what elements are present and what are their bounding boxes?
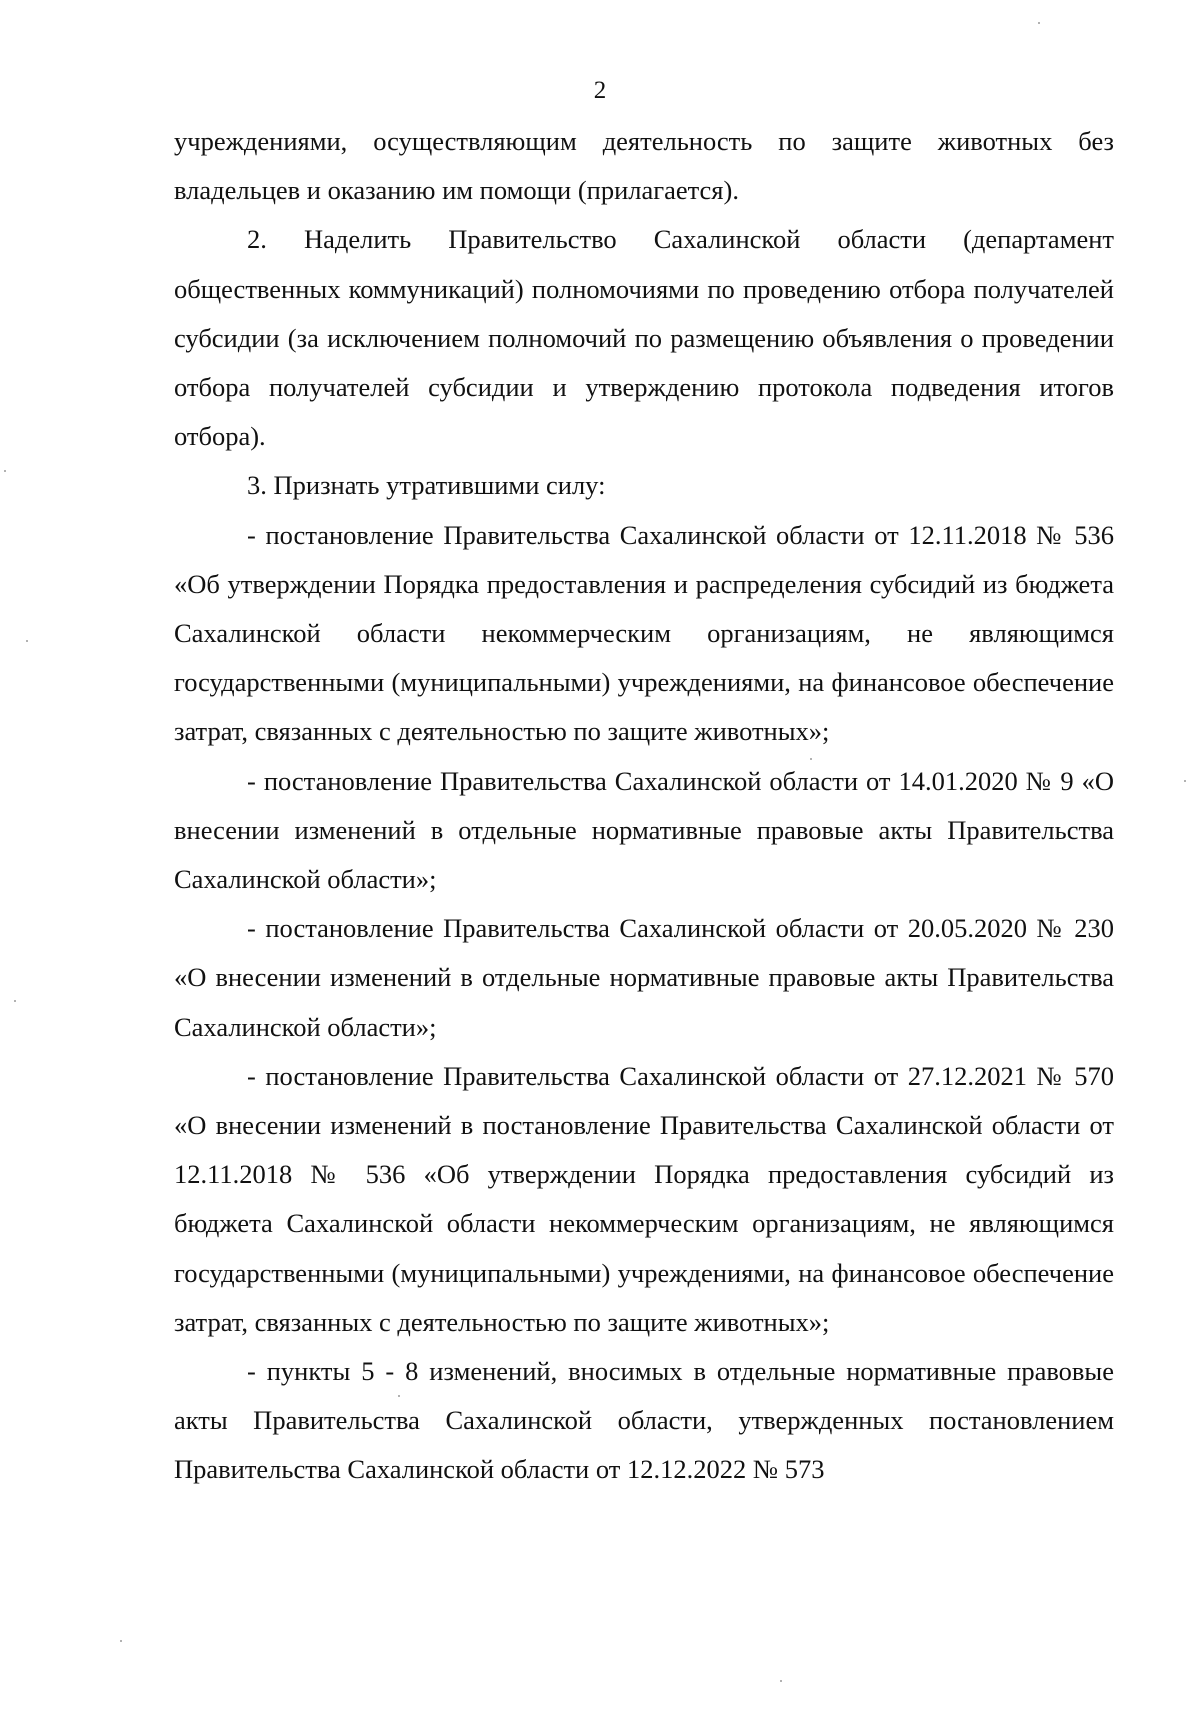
scan-speck xyxy=(810,758,812,760)
scan-speck xyxy=(1184,780,1186,782)
scan-speck xyxy=(14,1000,16,1002)
scan-speck xyxy=(26,640,28,642)
scan-speck xyxy=(398,1395,400,1397)
list-item-resolution-9: - постановление Правительства Сахалинской области от 14.01.2020 № 9 «О внесении изменений в отдельные нормативные правовые акты Правительства Сахалинской области»; xyxy=(174,765,1114,895)
paragraph-item-3: 3. Признать утратившими силу: xyxy=(247,470,606,501)
scan-speck xyxy=(120,1640,122,1642)
list-item-resolution-230: - постановление Правительства Сахалинской области от 20.05.2020 № 230 «О внесении изменений в отдельные нормативные правовые акты Правительства Сахалинской области»; xyxy=(174,913,1114,1042)
document-body xyxy=(174,117,1114,1495)
scan-speck xyxy=(1038,22,1040,24)
scan-speck xyxy=(4,470,6,472)
paragraph-item-2: 2. Наделить Правительство Сахалинской области (департамент общественных коммуникаций) полномочиями по проведению отбора получателей субсидии (за исключением полномочий по размещению объявления о проведении отбора получателей субсидии и утверждению протокола подведения итогов отбора). xyxy=(174,224,1114,452)
list-item-points-5-8: - пункты 5 - 8 изменений, вносимых в отдельные нормативные правовые акты Правительства Сахалинской области, утвержденных постановлением Правительства Сахалинской области от 12.12.2022 № 573 xyxy=(174,1356,1114,1485)
list-item-resolution-536: - постановление Правительства Сахалинской области от 12.11.2018 № 536 «Об утверждении Порядка предоставления и распределения субсидий из бюджета Сахалинской области некоммерческим организациям, не являющимся государственными (муниципальными) учреждениями, на финансовое обеспечение затрат, связанных с деятельностью по защите животных»; xyxy=(174,519,1114,747)
page-number: 2 xyxy=(593,77,607,104)
list-item-resolution-570: - постановление Правительства Сахалинской области от 27.12.2021 № 570 «О внесении изменений в постановление Правительства Сахалинской области от 12.11.2018 № 536 «Об утверждении Порядка предоставления субсидий из бюджета Сахалинской области некоммерческим организациям, не являющимся государственными (муниципальными) учреждениями, на финансовое обеспечение затрат, связанных с деятельностью по защите животных»; xyxy=(174,1060,1114,1337)
scan-speck xyxy=(780,1680,782,1682)
paragraph-continuation: учреждениями, осуществляющим деятельность по защите животных без владельцев и оказанию им помощи (прилагается). xyxy=(174,126,1114,206)
